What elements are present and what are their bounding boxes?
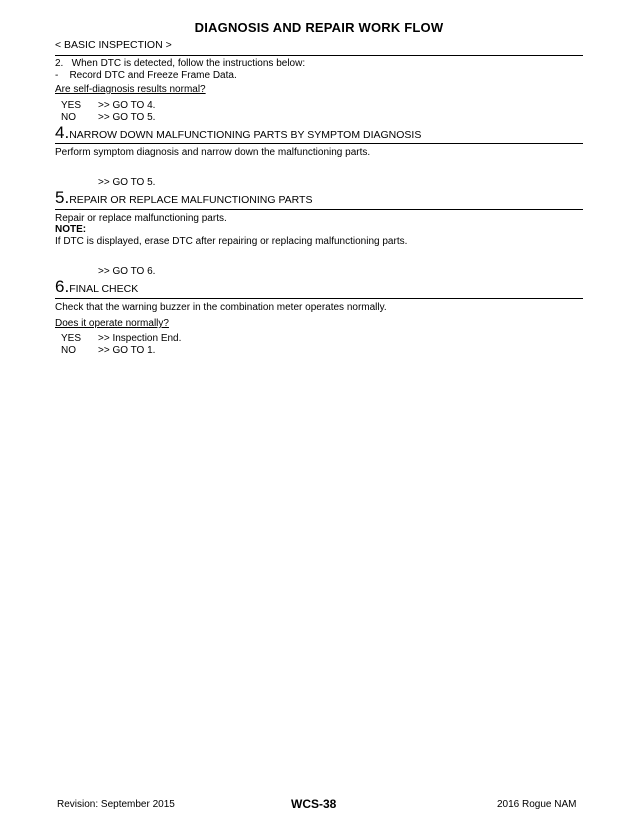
section-label: < BASIC INSPECTION >: [55, 39, 172, 51]
step-title: FINAL CHECK: [69, 283, 139, 295]
answer-value: >> GO TO 1.: [98, 345, 156, 356]
footer-revision: Revision: September 2015: [57, 799, 175, 810]
answer-value: >> GO TO 5.: [98, 112, 156, 123]
step-divider: [55, 298, 583, 299]
step-number: 6.: [55, 277, 70, 296]
question-text: Does it operate normally?: [55, 318, 169, 329]
step-heading: [55, 188, 312, 208]
page-title: DIAGNOSIS AND REPAIR WORK FLOW: [194, 20, 444, 35]
footer-page-code: WCS-38: [291, 797, 337, 811]
answer-key: YES: [61, 100, 82, 111]
step-divider: [55, 209, 583, 210]
footer-model: 2016 Rogue NAM: [497, 799, 577, 810]
step-title: REPAIR OR REPLACE MALFUNCTIONING PARTS: [69, 194, 313, 206]
goto-text: >> GO TO 6.: [98, 266, 156, 277]
goto-text: >> GO TO 5.: [98, 177, 156, 188]
answer-value: >> GO TO 4.: [98, 100, 156, 111]
step-body: Perform symptom diagnosis and narrow down the malfunctioning parts.: [55, 147, 371, 158]
question-text: Are self-diagnosis results normal?: [55, 84, 206, 95]
step-body: Check that the warning buzzer in the combination meter operates normally.: [55, 302, 387, 313]
answer-key: NO: [61, 345, 76, 356]
step-number: 4.: [55, 123, 70, 142]
instruction-line: - Record DTC and Freeze Frame Data.: [55, 70, 237, 81]
step-heading: [55, 277, 138, 297]
section-divider: [55, 55, 583, 56]
answer-key: NO: [61, 112, 76, 123]
step-divider: [55, 143, 583, 144]
step-number: 5.: [55, 188, 70, 207]
step-heading: [55, 123, 421, 143]
answer-key: YES: [61, 333, 82, 344]
instruction-line: 2. When DTC is detected, follow the instructions below:: [55, 58, 306, 69]
answer-value: >> Inspection End.: [98, 333, 182, 344]
step-body: Repair or replace malfunctioning parts.: [55, 213, 227, 224]
step-title: NARROW DOWN MALFUNCTIONING PARTS BY SYMPTOM DIAGNOSIS: [69, 129, 422, 141]
note-label: NOTE:: [55, 224, 87, 235]
note-text: If DTC is displayed, erase DTC after repairing or replacing malfunctioning parts.: [55, 236, 408, 247]
